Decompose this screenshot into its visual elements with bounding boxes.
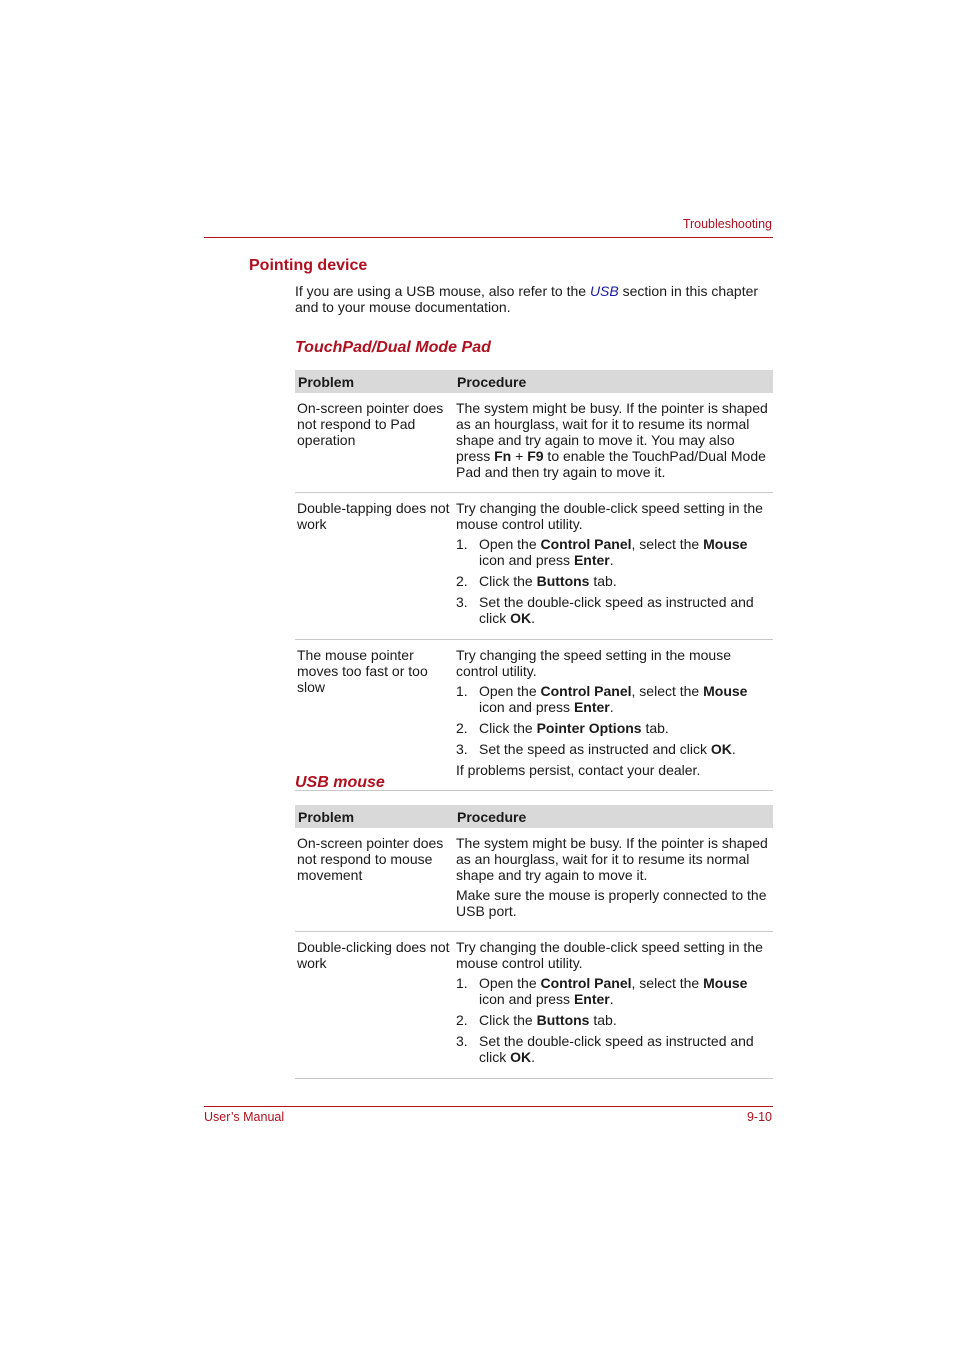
list-item: 3. Set the double-click speed as instructed and click OK.: [456, 1033, 754, 1065]
running-header: Troubleshooting: [682, 217, 772, 231]
problem-cell: On-screen pointer does not respond to mouse movement: [295, 828, 454, 932]
list-item: 1. Open the Control Panel, select the Mouse icon and press Enter.: [456, 975, 748, 1007]
intro-text: If you are using a USB mouse, also refer to the: [295, 283, 590, 299]
procedure-steps: [456, 975, 771, 1065]
procedure-cell: [454, 828, 773, 932]
procedure-cell: [454, 393, 773, 493]
table-header-row: [295, 805, 773, 828]
procedure-text: Try changing the double-click speed setting in the mouse control utility.: [456, 500, 763, 532]
procedure-cell: [454, 493, 773, 640]
table-row: [295, 493, 773, 640]
usb-mouse-heading: USB mouse: [295, 774, 385, 791]
list-item: 1. Open the Control Panel, select the Mouse icon and press Enter.: [456, 683, 748, 715]
key-fn: Fn: [494, 448, 512, 464]
header-rule: [204, 237, 773, 238]
procedure-steps: [456, 683, 771, 757]
column-header-problem: Problem: [295, 805, 454, 828]
procedure-cell: [454, 640, 773, 791]
table-row: [295, 828, 773, 932]
column-header-procedure: Procedure: [454, 370, 773, 393]
list-item: 2. Click the Buttons tab.: [456, 1012, 617, 1028]
touchpad-heading: TouchPad/Dual Mode Pad: [295, 339, 491, 356]
procedure-text: Try changing the double-click speed setting in the mouse control utility.: [456, 939, 763, 971]
list-item: 2. Click the Pointer Options tab.: [456, 720, 669, 736]
touchpad-table: [295, 370, 773, 791]
problem-cell: On-screen pointer does not respond to Pad operation: [295, 393, 454, 493]
usb-link[interactable]: USB: [589, 283, 619, 299]
footer-rule: [204, 1106, 773, 1107]
list-item: 1. Open the Control Panel, select the Mouse icon and press Enter.: [456, 536, 748, 568]
procedure-text: The system might be busy. If the pointer is shaped as an hourglass, wait for it to resume its normal shape and try again to move it. You may also press Fn + F9 to enable the TouchPad/Dual Mode Pad and then try again to move it.: [456, 400, 768, 480]
procedure-text: Make sure the mouse is properly connected to the USB port.: [456, 887, 767, 919]
procedure-steps: [456, 536, 771, 626]
intro-paragraph: [295, 283, 773, 315]
list-item: 3. Set the double-click speed as instructed and click OK.: [456, 594, 754, 626]
list-item: 3. Set the speed as instructed and click OK.: [456, 741, 736, 757]
procedure-cell: [454, 932, 773, 1079]
page-number: 9-10: [746, 1110, 772, 1124]
column-header-problem: Problem: [295, 370, 454, 393]
table-row: [295, 640, 773, 791]
procedure-text: The system might be busy. If the pointer is shaped as an hourglass, wait for it to resume its normal shape and try again to move it.: [456, 835, 768, 883]
footer-manual-title: User’s Manual: [204, 1110, 285, 1124]
procedure-text: If problems persist, contact your dealer.: [456, 762, 701, 778]
problem-cell: Double-tapping does not work: [295, 493, 454, 640]
column-header-procedure: Procedure: [454, 805, 773, 828]
table-header-row: [295, 370, 773, 393]
table-row: [295, 393, 773, 493]
page-title: Pointing device: [249, 257, 368, 274]
problem-cell: Double-clicking does not work: [295, 932, 454, 1079]
problem-cell: The mouse pointer moves too fast or too slow: [295, 640, 454, 791]
usb-mouse-table: [295, 805, 773, 1079]
list-item: 2. Click the Buttons tab.: [456, 573, 617, 589]
table-row: [295, 932, 773, 1079]
procedure-text: Try changing the speed setting in the mouse control utility.: [456, 647, 731, 679]
intro-text-end: section in this chapter and to your mouse documentation.: [295, 283, 759, 315]
key-f9: F9: [527, 448, 544, 464]
